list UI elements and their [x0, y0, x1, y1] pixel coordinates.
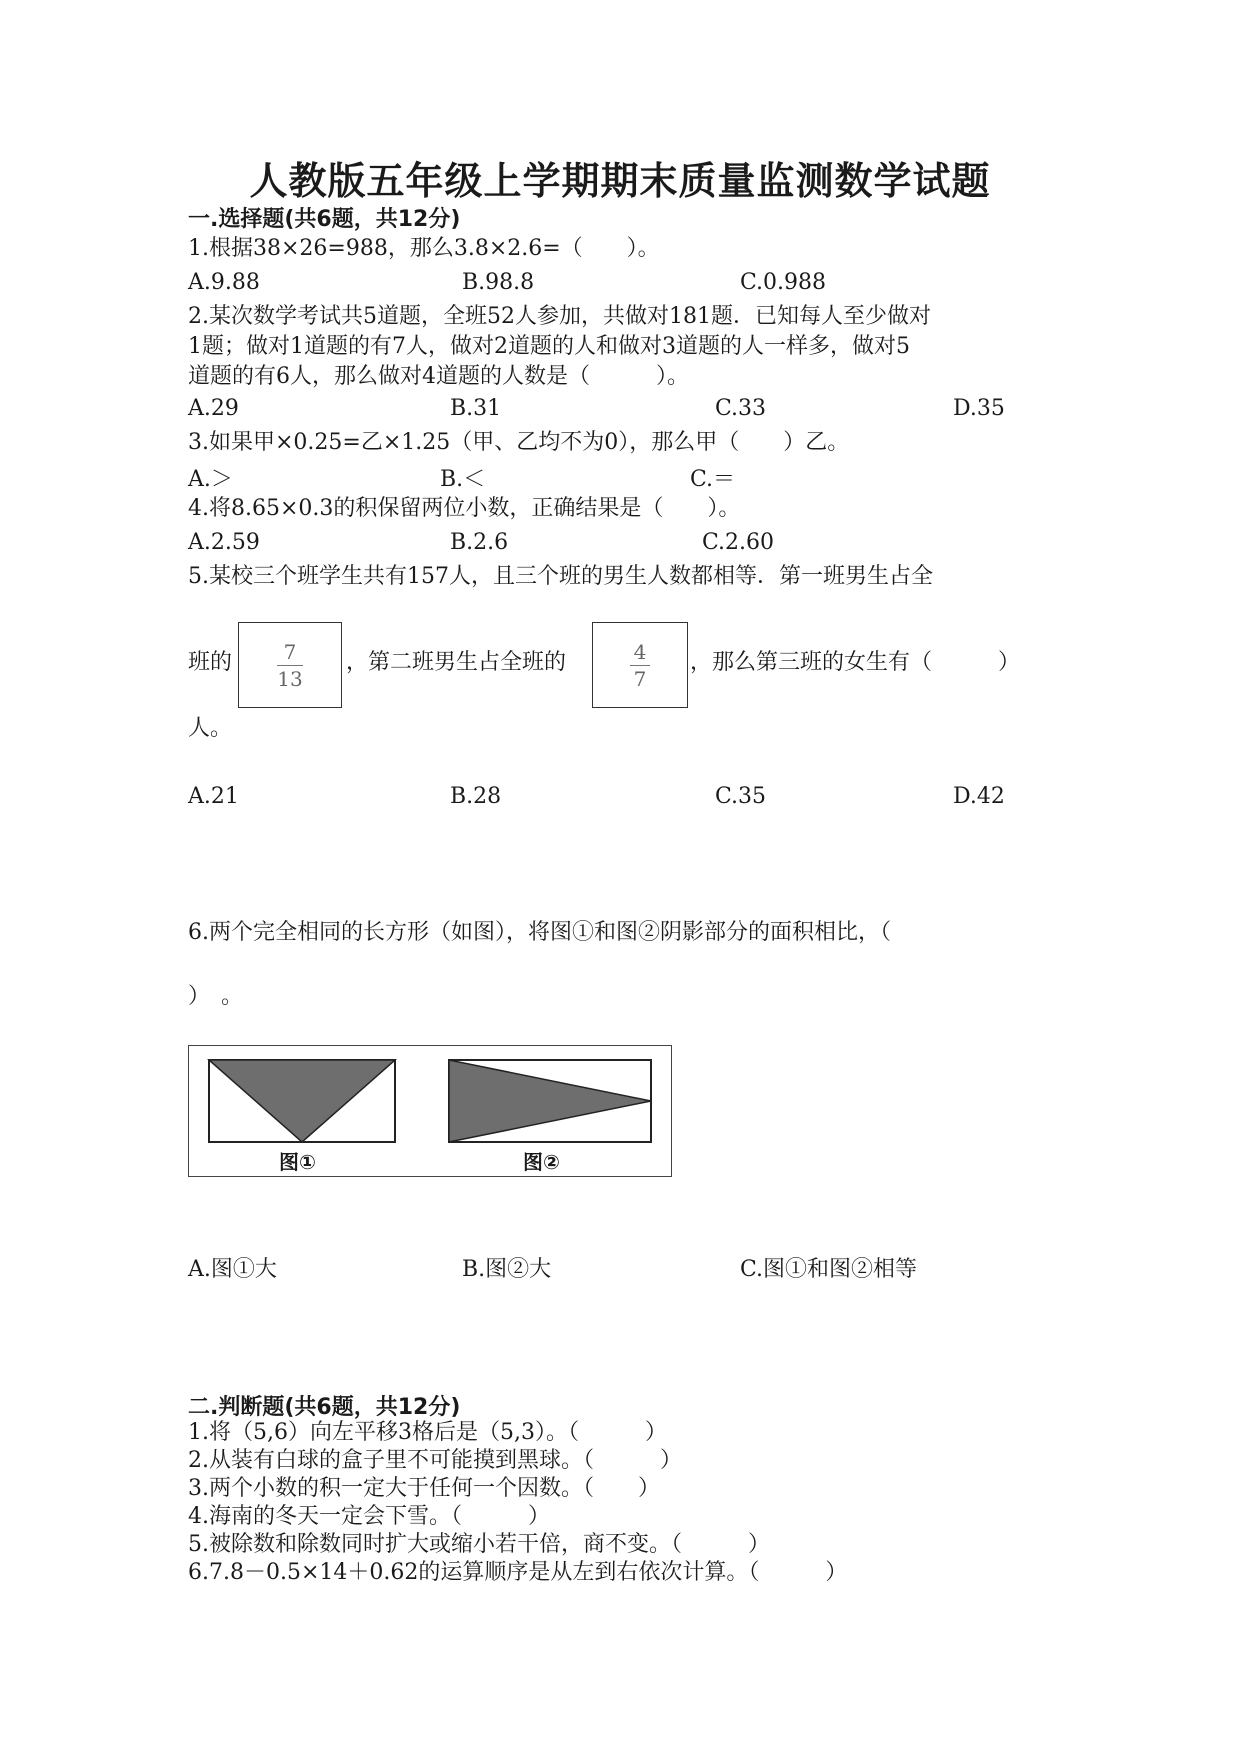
figure-2-label: 图② — [523, 1150, 560, 1174]
q6-option-b: B.图②大 — [462, 1257, 552, 1282]
fraction-2-denominator: 7 — [633, 666, 647, 691]
fraction-box-1 — [238, 622, 342, 708]
q6-figure — [188, 1045, 672, 1177]
q3-text: 3.如果甲×0.25=乙×1.25（甲、乙均不为0），那么甲（ ）乙。 — [188, 430, 850, 455]
q1-option-b: B.98.8 — [462, 270, 535, 295]
q5-part-c: ，那么第三班的女生有（ ） — [690, 650, 1021, 675]
q1-option-a: A.9.88 — [188, 270, 260, 295]
q2-line1: 2.某次数学考试共5道题，全班52人参加，共做对181题．已知每人至少做对 — [188, 304, 931, 329]
section2-heading: 二.判断题(共6题，共12分) — [188, 1395, 461, 1420]
q2-line2: 1题；做对1道题的有7人，做对2道题的人和做对3道题的人一样多，做对5 — [188, 334, 910, 359]
page-title: 人教版五年级上学期期末质量监测数学试题 — [249, 159, 991, 203]
judgement-item: 5.被除数和除数同时扩大或缩小若干倍，商不变。（ ） — [188, 1532, 770, 1557]
q5-option-a: A.21 — [188, 784, 239, 809]
q1-text: 1.根据38×26=988，那么3.8×2.6=（ ）。 — [188, 236, 660, 261]
q3-option-c: C.＝ — [690, 467, 736, 492]
fraction-box-2 — [592, 622, 688, 708]
fraction-1-denominator: 13 — [277, 666, 303, 691]
q5-part-b: ，第二班男生占全班的 — [346, 650, 567, 675]
q2-option-c: C.33 — [715, 396, 767, 421]
q5-option-c: C.35 — [715, 784, 767, 809]
q3-option-a: A.＞ — [188, 467, 233, 492]
q2-option-d: D.35 — [953, 396, 1005, 421]
q6-option-c: C.图①和图②相等 — [740, 1257, 918, 1282]
section1-heading: 一.选择题(共6题，共12分) — [188, 207, 461, 232]
q4-text: 4.将8.65×0.3的积保留两位小数，正确结果是（ ）。 — [188, 496, 741, 521]
q2-line3: 道题的有6人，那么做对4道题的人数是（ ）。 — [188, 364, 689, 389]
q5-part-a: 班的 — [188, 650, 233, 675]
q5-line3: 人。 — [188, 716, 233, 741]
q2-option-a: A.29 — [188, 396, 239, 421]
judgement-item: 3.两个小数的积一定大于任何一个因数。（ ） — [188, 1476, 660, 1501]
q5-line1: 5.某校三个班学生共有157人，且三个班的男生人数都相等．第一班男生占全 — [188, 564, 933, 589]
q3-option-b: B.＜ — [440, 467, 486, 492]
fraction-7-13 — [277, 641, 303, 690]
q4-option-b: B.2.6 — [450, 530, 509, 555]
fraction-1-numerator: 7 — [283, 639, 297, 664]
q2-option-b: B.31 — [450, 396, 502, 421]
judgement-item: 2.从装有白球的盒子里不可能摸到黑球。（ ） — [188, 1448, 682, 1473]
fraction-4-7 — [630, 641, 650, 690]
q5-option-d: D.42 — [953, 784, 1005, 809]
rectangles-diagram — [189, 1046, 671, 1176]
fraction-2-numerator: 4 — [633, 639, 647, 664]
fraction-bar — [277, 665, 303, 666]
q6-line2: ） 。 — [188, 984, 244, 1009]
figure-1-label: 图① — [279, 1150, 316, 1174]
judgement-item: 1.将（5,6）向左平移3格后是（5,3）。（ ） — [188, 1420, 667, 1445]
q1-option-c: C.0.988 — [740, 270, 827, 295]
q5-option-b: B.28 — [450, 784, 502, 809]
fraction-bar — [630, 665, 650, 666]
judgement-item: 6.7.8－0.5×14＋0.62的运算顺序是从左到右依次计算。（ ） — [188, 1560, 848, 1585]
q4-option-a: A.2.59 — [188, 530, 260, 555]
q4-option-c: C.2.60 — [702, 530, 775, 555]
q6-line1: 6.两个完全相同的长方形（如图），将图①和图②阴影部分的面积相比，（ — [188, 920, 891, 945]
judgement-item: 4.海南的冬天一定会下雪。（ ） — [188, 1504, 550, 1529]
q6-option-a: A.图①大 — [188, 1257, 277, 1282]
